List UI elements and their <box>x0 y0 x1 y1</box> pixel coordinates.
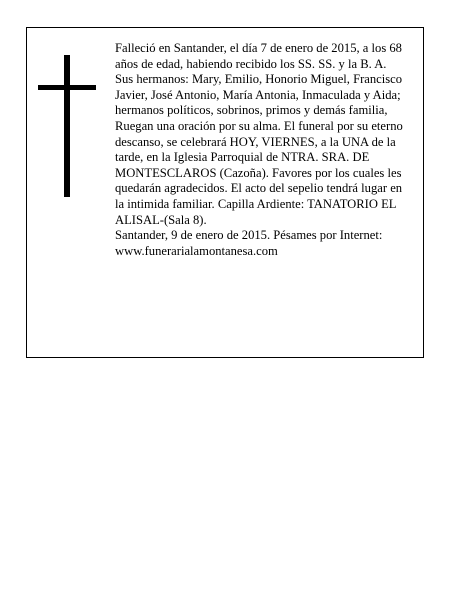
funeral-details: Ruegan una oración por su alma. El funeral por su eterno descanso, se celebrará HOY, VIERNES, a la UNA de la tarde, en la Iglesia Parroquial de NTRA. SRA. DE MONTESCLAROS (Cazoña). Favores por los cuales les quedarán agradecidos. El acto del sepelio tendrá lugar en la intimida familiar. Capilla Ardiente: TANATORIO EL ALISAL-(Sala 8). <box>115 118 403 227</box>
death-announcement: Falleció en Santander, el día 7 de enero de 2015, a los 68 años de edad, habiendo recibido los SS. SS. y la B. A. <box>115 41 402 71</box>
cross-horizontal-bar <box>38 85 96 90</box>
date-and-condolences: Santander, 9 de enero de 2015. Pésames por Internet: www.funerarialamontanesa.com <box>115 228 383 258</box>
obituary-text <box>115 41 413 259</box>
family-list: Sus hermanos: Mary, Emilio, Honorio Miguel, Francisco Javier, José Antonio, María Antonia, Inmaculada y Aida; hermanos políticos, sobrinos, primos y demás familia, <box>115 72 403 118</box>
cross-vertical-bar <box>64 55 70 197</box>
